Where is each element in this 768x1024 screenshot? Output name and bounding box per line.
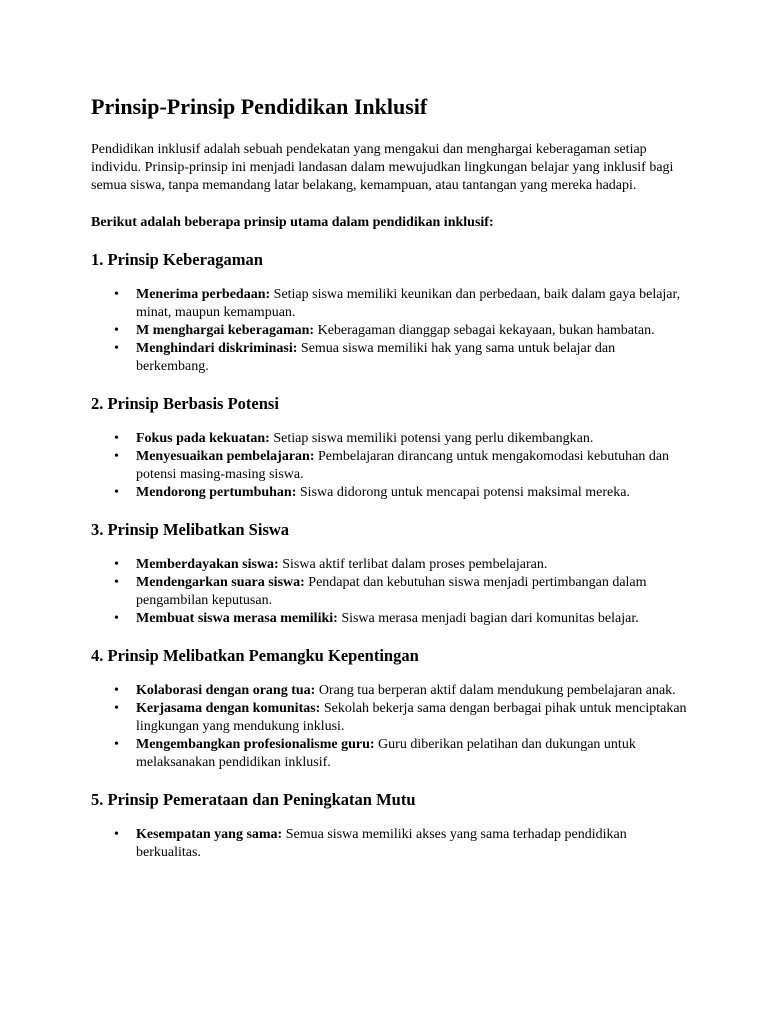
section-3	[91, 519, 691, 628]
item-text: Siswa merasa menjadi bagian dari komunitas belajar.	[337, 611, 639, 626]
item-text: Semua siswa memiliki hak yang sama untuk belajar dan berkembang.	[136, 341, 616, 374]
bullet-icon: •	[114, 575, 119, 590]
bullet-icon: •	[114, 611, 119, 626]
item-term: Kesempatan yang sama:	[136, 827, 283, 842]
list-item	[91, 700, 691, 736]
bullet-icon: •	[114, 431, 119, 446]
section-heading: 5. Prinsip Pemerataan dan Peningkatan Mutu	[91, 790, 416, 809]
bullet-icon: •	[114, 341, 119, 356]
intro-paragraph: Pendidikan inklusif adalah sebuah pendekatan yang mengakui dan menghargai keberagaman setiap individu. Prinsip-prinsip ini menjadi landasan dalam mewujudkan lingkungan belajar yang inklusif bagi semua siswa, tanpa memandang latar belakang, kemampuan, atau tantangan yang mereka hadapi.	[91, 142, 674, 193]
item-text: Pembelajaran dirancang untuk mengakomodasi kebutuhan dan potensi masing-masing siswa.	[136, 449, 670, 482]
item-text: Setiap siswa memiliki potensi yang perlu dikembangkan.	[269, 431, 594, 446]
section-1	[91, 249, 691, 376]
list-item	[91, 484, 691, 502]
bullet-icon: •	[114, 485, 119, 500]
list-item	[91, 682, 691, 700]
bullet-icon: •	[114, 557, 119, 572]
item-text: Guru diberikan pelatihan dan dukungan untuk melaksanakan pendidikan inklusif.	[136, 737, 636, 770]
section-heading: 3. Prinsip Melibatkan Siswa	[91, 520, 290, 539]
section-5	[91, 789, 691, 862]
bullet-icon: •	[114, 827, 119, 842]
list-item	[91, 430, 691, 448]
section-2	[91, 393, 691, 502]
bullet-list	[91, 556, 691, 628]
page-title: Prinsip-Prinsip Pendidikan Inklusif	[91, 94, 428, 119]
list-item	[91, 322, 691, 340]
item-term: Menghindari diskriminasi:	[136, 341, 298, 356]
item-text: Sekolah bekerja sama dengan berbagai pihak untuk menciptakan lingkungan yang mendukung inklusi.	[136, 701, 687, 734]
section-heading: 4. Prinsip Melibatkan Pemangku Kepentingan	[91, 646, 419, 665]
item-text: Siswa didorong untuk mencapai potensi maksimal mereka.	[296, 485, 630, 500]
bullet-icon: •	[114, 449, 119, 464]
list-item	[91, 340, 691, 376]
section-heading: 2. Prinsip Berbasis Potensi	[91, 394, 279, 413]
item-term: Mendorong pertumbuhan:	[136, 485, 297, 500]
list-item	[91, 826, 691, 862]
item-term: Menyesuaikan pembelajaran:	[136, 449, 315, 464]
item-text: Semua siswa memiliki akses yang sama terhadap pendidikan berkualitas.	[136, 827, 627, 860]
list-item	[91, 448, 691, 484]
bullet-icon: •	[114, 701, 119, 716]
item-term: Mengembangkan profesionalisme guru:	[136, 737, 375, 752]
bullet-icon: •	[114, 683, 119, 698]
section-4	[91, 645, 691, 772]
bullet-list	[91, 682, 691, 772]
bullet-icon: •	[114, 323, 119, 338]
item-term: Kerjasama dengan komunitas:	[136, 701, 321, 716]
item-term: Kolaborasi dengan orang tua:	[136, 683, 316, 698]
lead-paragraph: Berikut adalah beberapa prinsip utama dalam pendidikan inklusif:	[91, 215, 494, 230]
item-text: Setiap siswa memiliki keunikan dan perbedaan, baik dalam gaya belajar, minat, maupun kemampuan.	[136, 287, 681, 320]
list-item	[91, 736, 691, 772]
item-term: M menghargai keberagaman:	[136, 323, 315, 338]
bullet-list	[91, 826, 691, 862]
item-text: Pendapat dan kebutuhan siswa menjadi pertimbangan dalam pengambilan keputusan.	[136, 575, 647, 608]
item-text: Orang tua berperan aktif dalam mendukung pembelajaran anak.	[315, 683, 676, 698]
bullet-list	[91, 286, 691, 376]
item-term: Mendengarkan suara siswa:	[136, 575, 305, 590]
list-item	[91, 574, 691, 610]
item-text: Siswa aktif terlibat dalam proses pembelajaran.	[278, 557, 548, 572]
list-item	[91, 286, 691, 322]
item-term: Menerima perbedaan:	[136, 287, 271, 302]
item-term: Membuat siswa merasa memiliki:	[136, 611, 338, 626]
document-page	[91, 92, 691, 879]
bullet-list	[91, 430, 691, 502]
item-term: Fokus pada kekuatan:	[136, 431, 270, 446]
item-term: Memberdayakan siswa:	[136, 557, 279, 572]
section-heading: 1. Prinsip Keberagaman	[91, 250, 263, 269]
item-text: Keberagaman dianggap sebagai kekayaan, bukan hambatan.	[314, 323, 655, 338]
list-item	[91, 556, 691, 574]
list-item	[91, 610, 691, 628]
bullet-icon: •	[114, 287, 119, 302]
bullet-icon: •	[114, 737, 119, 752]
